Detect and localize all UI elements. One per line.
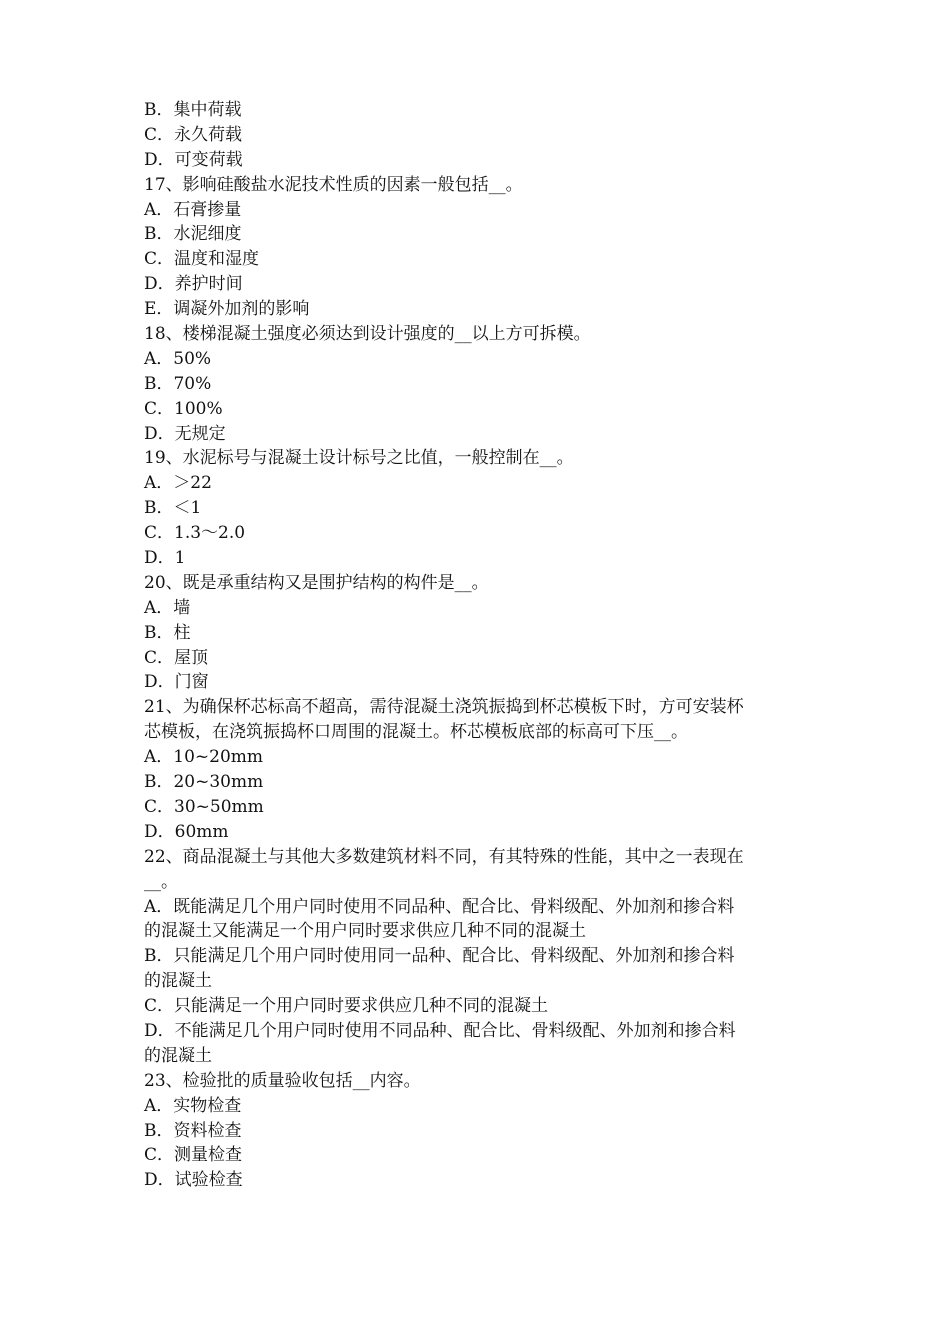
question-22-line-1: 22、商品混凝土与其他大多数建筑材料不同，有其特殊的性能，其中之一表现在 (144, 846, 744, 867)
option-a-q22-line-1: A．既能满足几个用户同时使用不同品种、配合比、骨料级配、外加剂和掺合料 (144, 896, 735, 917)
question-21-line-1: 21、为确保杯芯标高不超高，需待混凝土浇筑振捣到杯芯模板下时，方可安装杯 (144, 697, 744, 718)
option-a-q22-line-2: 的混凝土又能满足一个用户同时要求供应几种不同的混凝土 (144, 921, 586, 942)
option-d-q22-line-1: D．不能满足几个用户同时使用不同品种、配合比、骨料级配、外加剂和掺合料 (144, 1020, 736, 1041)
option-d-q18: D．无规定 (144, 423, 226, 444)
option-c-q20: C．屋顶 (144, 647, 209, 668)
option-c-q18: C．100% (144, 398, 223, 419)
option-a-q23: A．实物检查 (144, 1095, 242, 1116)
option-a-q21: A．10~20mm (144, 747, 264, 768)
option-d-q22-line-2: 的混凝土 (144, 1045, 212, 1066)
option-b-q21: B．20~30mm (144, 772, 264, 793)
option-c-q16: C．永久荷载 (144, 124, 243, 145)
option-d-q20: D．门窗 (144, 672, 209, 693)
option-b-q17: B．水泥细度 (144, 224, 242, 245)
option-d-q21: D．60mm (144, 821, 229, 842)
question-20: 20、既是承重结构又是围护结构的构件是__。 (144, 572, 489, 593)
question-21-line-2: 芯模板，在浇筑振捣杯口周围的混凝土。杯芯模板底部的标高可下压__。 (144, 722, 688, 743)
option-b-q16: B．集中荷载 (144, 100, 242, 120)
option-d-q17: D．养护时间 (144, 274, 243, 295)
option-d-q16: D．可变荷载 (144, 149, 243, 170)
option-a-q19: A．＞22 (144, 473, 212, 494)
question-18: 18、楼梯混凝土强度必须达到设计强度的__以上方可拆模。 (144, 324, 591, 345)
option-e-q17: E．调凝外加剂的影响 (144, 299, 310, 320)
option-a-q17: A．石膏掺量 (144, 199, 242, 220)
option-b-q18: B．70% (144, 373, 212, 394)
option-b-q22-line-2: 的混凝土 (144, 971, 212, 992)
option-c-q23: C．测量检查 (144, 1145, 243, 1166)
question-19: 19、水泥标号与混凝土设计标号之比值，一般控制在__。 (144, 448, 574, 469)
option-c-q17: C．温度和湿度 (144, 249, 260, 270)
option-b-q20: B．柱 (144, 622, 191, 643)
option-b-q19: B．＜1 (144, 498, 202, 519)
document-body (144, 98, 814, 1193)
option-b-q22-line-1: B．只能满足几个用户同时使用同一品种、配合比、骨料级配、外加剂和掺合料 (144, 946, 735, 967)
option-c-q22: C．只能满足一个用户同时要求供应几种不同的混凝土 (144, 996, 549, 1017)
option-c-q21: C．30~50mm (144, 796, 264, 817)
question-17: 17、影响硅酸盐水泥技术性质的因素一般包括__。 (144, 174, 523, 195)
option-a-q20: A．墙 (144, 597, 191, 618)
option-d-q23: D．试验检查 (144, 1170, 243, 1191)
option-c-q19: C．1.3～2.0 (144, 523, 246, 544)
option-a-q18: A．50% (144, 348, 212, 369)
option-d-q19: D．1 (144, 548, 186, 569)
question-22-line-2: __。 (144, 871, 178, 892)
question-23: 23、检验批的质量验收包括__内容。 (144, 1070, 421, 1091)
option-b-q23: B．资料检查 (144, 1120, 242, 1141)
